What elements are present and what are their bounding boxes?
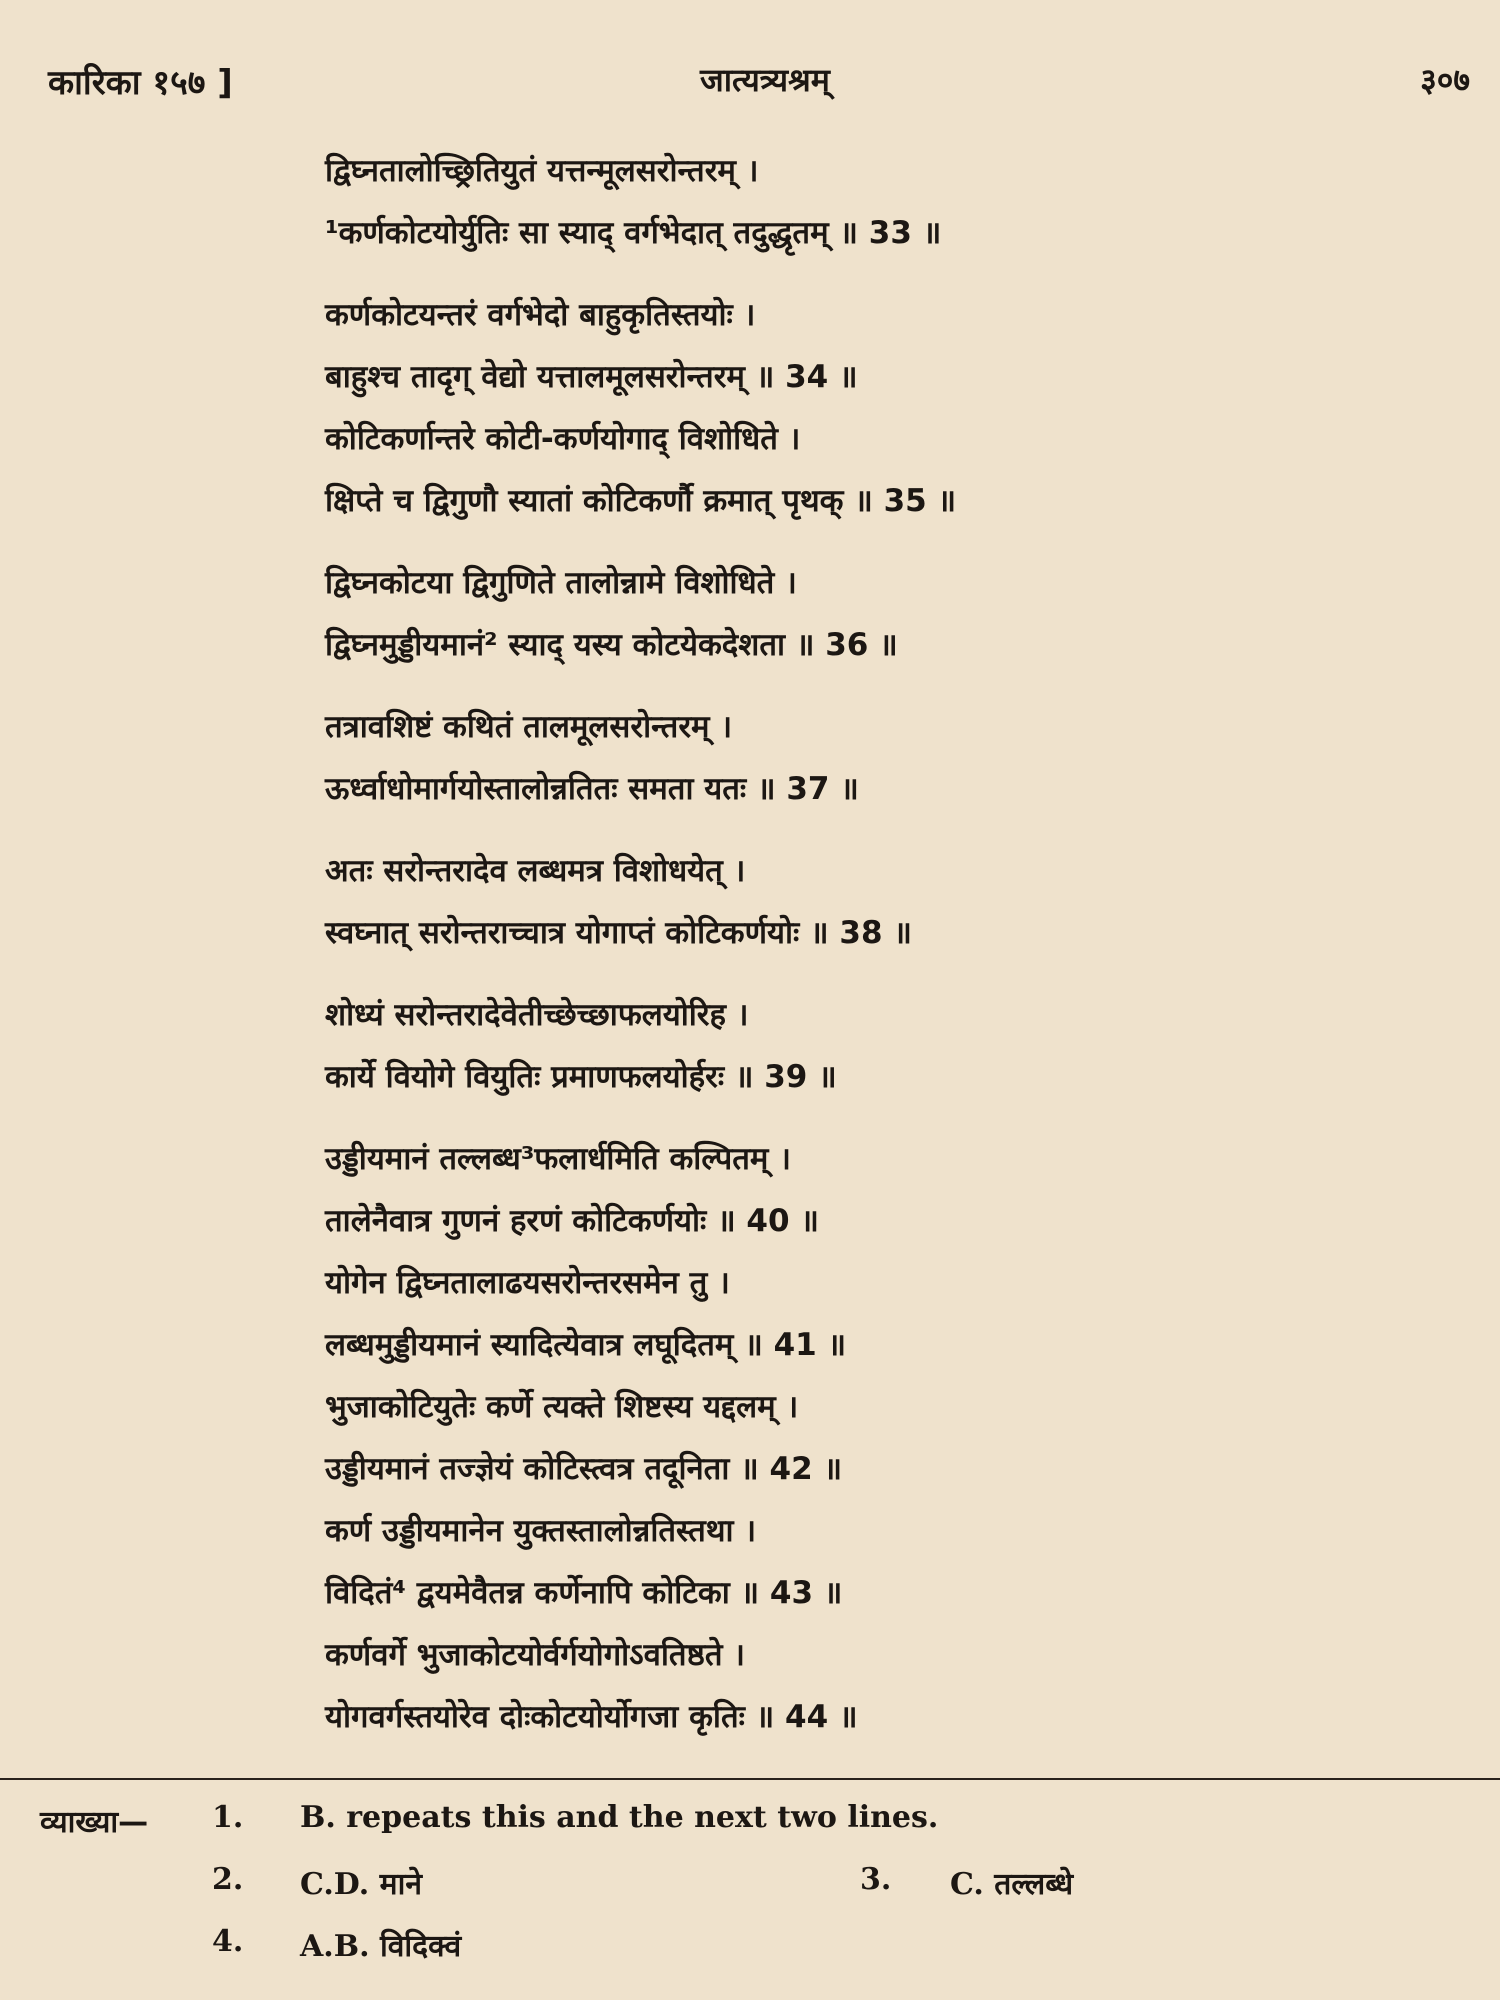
running-head-title: जात्यत्र्यश्रम् xyxy=(700,61,830,99)
verse-34 xyxy=(325,284,1425,408)
footnote-row xyxy=(0,1924,1500,1970)
verse-line: कोटिकर्णान्तरे कोटी-कर्णयोगाद् विशोधिते । xyxy=(325,421,801,457)
footnote-divider xyxy=(0,1778,1500,1780)
footnote-text: C.D. माने xyxy=(300,1867,422,1902)
footnote-row xyxy=(0,1862,1500,1908)
verse-33 xyxy=(325,140,1425,264)
page-header xyxy=(0,58,1500,118)
verse-line: कर्णकोटयन्तरं वर्गभेदो बाहुकृतिस्तयोः । xyxy=(325,297,756,333)
verse-line: भुजाकोटियुतेः कर्णे त्यक्ते शिष्टस्य यद्दलम् । xyxy=(325,1389,799,1425)
verse-36 xyxy=(325,552,1425,676)
footnote-number: 4. xyxy=(212,1924,244,1959)
verse-41 xyxy=(325,1252,1425,1376)
verse-line: तत्रावशिष्टं कथितं तालमूलसरोन्तरम् । xyxy=(325,709,733,745)
footnote-number: 3. xyxy=(860,1862,892,1897)
verse-line: अतः सरोन्तरादेव लब्धमत्र विशोधयेत् । xyxy=(325,853,746,889)
footnote-number: 1. xyxy=(212,1800,244,1835)
footnote-label: व्याख्या— xyxy=(40,1805,149,1840)
verse-37 xyxy=(325,696,1425,820)
verse-line: शोध्यं सरोन्तरादेवेतीच्छेच्छाफलयोरिह । xyxy=(325,997,749,1033)
verse-39 xyxy=(325,984,1425,1108)
verse-line: द्विघ्नतालोच्छ्रितियुतं यत्तन्मूलसरोन्तरम् । xyxy=(325,153,759,189)
verse-line: उड्डीयमानं तज्ज्ञेयं कोटिस्त्वत्र तदूनिता ॥ 42 ॥ xyxy=(325,1451,843,1487)
verse-line: ¹कर्णकोटयोर्युतिः सा स्याद् वर्गभेदात् तदुद्धृतम् ॥ 33 ॥ xyxy=(325,215,942,251)
footnote-number: 2. xyxy=(212,1862,244,1897)
verse-42 xyxy=(325,1376,1425,1500)
verse-line: कार्ये वियोगे वियुतिः प्रमाणफलयोर्हरः ॥ 39 ॥ xyxy=(325,1059,837,1095)
verse-line: ऊर्ध्वाधोमार्गयोस्तालोन्नतितः समता यतः ॥ 37 ॥ xyxy=(325,771,859,807)
verse-44 xyxy=(325,1624,1425,1748)
verse-line: बाहुश्च तादृग् वेद्यो यत्तालमूलसरोन्तरम् ॥ 34 ॥ xyxy=(325,359,858,395)
verse-line: योगेन द्विघ्नतालाढयसरोन्तरसमेन तु । xyxy=(325,1265,730,1301)
footnote-row xyxy=(0,1800,1500,1846)
verse-line: क्षिप्ते च द्विगुणौ स्यातां कोटिकर्णौ क्रमात् पृथक् ॥ 35 ॥ xyxy=(325,483,957,519)
verse-line: उड्डीयमानं तल्लब्ध³फलार्धमिति कल्पितम् । xyxy=(325,1141,791,1177)
verse-line: द्विघ्नमुड्डीयमानं² स्याद् यस्य कोटयेकदेशता ॥ 36 ॥ xyxy=(325,627,898,663)
footnote-text: C. तल्लब्धे xyxy=(950,1867,1074,1902)
verse-line: तालेनैवात्र गुणनं हरणं कोटिकर्णयोः ॥ 40 ॥ xyxy=(325,1203,819,1239)
verse-line: योगवर्गस्तयोरेव दोःकोटयोर्योगजा कृतिः ॥ 44 ॥ xyxy=(325,1699,858,1735)
verse-line: स्वघ्नात् सरोन्तराच्चात्र योगाप्तं कोटिकर्णयोः ॥ 38 ॥ xyxy=(325,915,912,951)
verse-38 xyxy=(325,840,1425,964)
verse-block xyxy=(325,140,1425,1748)
verse-line: द्विघ्नकोटया द्विगुणिते तालोन्नामे विशोधिते । xyxy=(325,565,797,601)
verse-35 xyxy=(325,408,1425,532)
verse-line: कर्णवर्गे भुजाकोटयोर्वर्गयोगोऽवतिष्ठते । xyxy=(325,1637,746,1673)
verse-line: कर्ण उड्डीयमानेन युक्तस्तालोन्नतिस्तथा । xyxy=(325,1513,757,1549)
verse-43 xyxy=(325,1500,1425,1624)
verse-40 xyxy=(325,1128,1425,1252)
footnote-text: B. repeats this and the next two lines. xyxy=(300,1800,939,1835)
running-head-verse-range: कारिका १५७ ] xyxy=(48,63,233,103)
page-number: ३०७ xyxy=(1420,61,1470,99)
verse-line: विदितं⁴ द्वयमेवैतन्न कर्णेनापि कोटिका ॥ 43 ॥ xyxy=(325,1575,843,1611)
footnote-text: A.B. विदिक्वं xyxy=(300,1929,462,1964)
verse-line: लब्धमुड्डीयमानं स्यादित्येवात्र लघूदितम् ॥ 41 ॥ xyxy=(325,1327,847,1363)
